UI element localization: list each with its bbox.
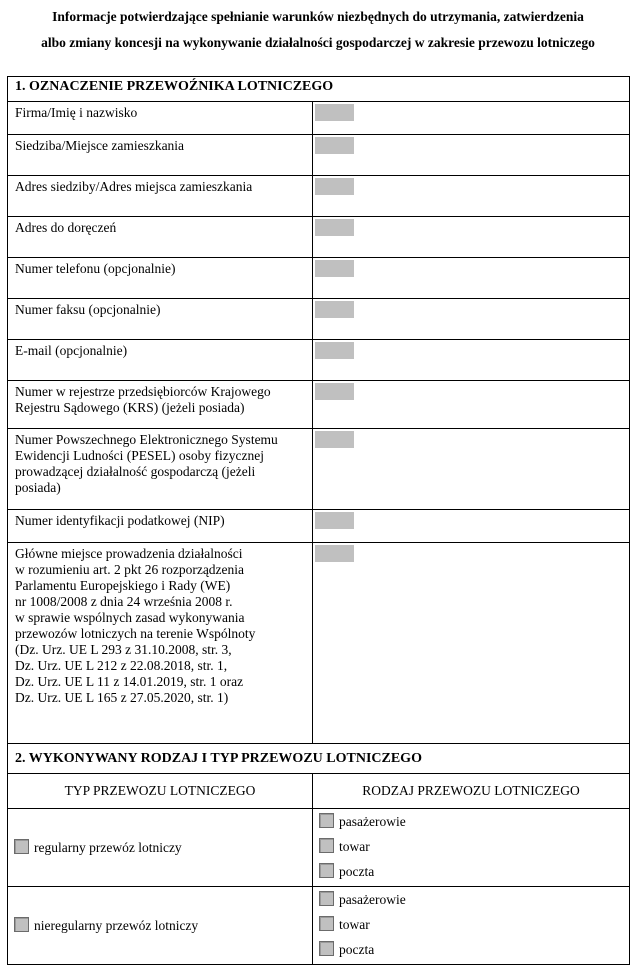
section-1-title: 1. OZNACZENIE PRZEWOŹNIKA LOTNICZEGO	[8, 77, 630, 102]
option-label: poczta	[339, 942, 375, 957]
form-row	[8, 135, 630, 176]
field-value-seat-address[interactable]	[313, 176, 630, 217]
field-value-company-name[interactable]	[313, 102, 630, 135]
passengers-checkbox[interactable]	[319, 891, 334, 906]
form-row	[8, 510, 630, 543]
column-header-kind: RODZAJ PRZEWOZU LOTNICZEGO	[313, 774, 630, 809]
field-value-krs[interactable]	[313, 381, 630, 429]
input-placeholder-box[interactable]	[315, 137, 354, 154]
form-row	[8, 176, 630, 217]
field-label-line: Dz. Urz. UE L 11 z 14.01.2019, str. 1 oraz	[15, 674, 244, 689]
form-row	[8, 340, 630, 381]
column-header-type: TYP PRZEWOZU LOTNICZEGO	[8, 774, 313, 809]
transport-type-cell	[8, 887, 313, 965]
option-passengers	[313, 809, 629, 834]
form-title-line-1: Informacje potwierdzające spełnianie warunków niezbędnych do utrzymania, zatwierdzenia	[52, 9, 584, 24]
nonregular-transport-checkbox[interactable]	[14, 917, 29, 932]
field-value-email[interactable]	[313, 340, 630, 381]
field-label-line: Numer w rejestrze przedsiębiorców Krajowego	[15, 384, 271, 399]
field-value-pesel[interactable]	[313, 429, 630, 510]
field-value-main-place[interactable]	[313, 543, 630, 744]
field-label-seat-address: Adres siedziby/Adres miejsca zamieszkania	[8, 176, 313, 217]
transport-type-row	[8, 887, 630, 965]
transport-kind-cell	[313, 887, 630, 965]
field-value-fax[interactable]	[313, 299, 630, 340]
form-row	[8, 381, 630, 429]
field-label-fax: Numer faksu (opcjonalnie)	[8, 299, 313, 340]
input-placeholder-box[interactable]	[315, 301, 354, 318]
field-label-line: nr 1008/2008 z dnia 24 września 2008 r.	[15, 594, 233, 609]
option-cargo	[313, 912, 629, 937]
section-1-header-row	[8, 77, 630, 102]
mail-checkbox[interactable]	[319, 863, 334, 878]
cargo-checkbox[interactable]	[319, 916, 334, 931]
option-cargo	[313, 834, 629, 859]
field-label-line: Ewidencji Ludności (PESEL) osoby fizycznej	[15, 448, 264, 463]
field-value-phone[interactable]	[313, 258, 630, 299]
field-label-line: w rozumieniu art. 2 pkt 26 rozporządzenia	[15, 562, 245, 577]
form-row	[8, 299, 630, 340]
field-value-delivery-address[interactable]	[313, 217, 630, 258]
input-placeholder-box[interactable]	[315, 342, 354, 359]
field-label-nip: Numer identyfikacji podatkowej (NIP)	[8, 510, 313, 543]
option-passengers	[313, 887, 629, 912]
input-placeholder-box[interactable]	[315, 431, 354, 448]
field-label-main-place	[8, 543, 313, 744]
field-label-krs	[8, 381, 313, 429]
field-label-line: w sprawie wspólnych zasad wykonywania	[15, 610, 245, 625]
nonregular-transport-label: nieregularny przewóz lotniczy	[34, 918, 199, 933]
section-2-header-row	[8, 744, 630, 774]
transport-type-cell	[8, 809, 313, 887]
field-label-line: (Dz. Urz. UE L 293 z 31.10.2008, str. 3,	[15, 642, 232, 657]
regular-transport-label: regularny przewóz lotniczy	[34, 840, 182, 855]
section-2-title: 2. WYKONYWANY RODZAJ I TYP PRZEWOZU LOTNICZEGO	[8, 744, 630, 774]
field-label-line: Numer Powszechnego Elektronicznego Systemu	[15, 432, 278, 447]
transport-kind-cell	[313, 809, 630, 887]
carrier-info-form	[7, 76, 630, 965]
input-placeholder-box[interactable]	[315, 383, 354, 400]
passengers-checkbox[interactable]	[319, 813, 334, 828]
option-mail	[313, 859, 629, 884]
input-placeholder-box[interactable]	[315, 512, 354, 529]
field-label-company-name: Firma/Imię i nazwisko	[8, 102, 313, 135]
option-mail	[313, 937, 629, 962]
field-label-line: posiada)	[15, 480, 61, 495]
field-value-seat[interactable]	[313, 135, 630, 176]
form-row	[8, 429, 630, 510]
field-value-nip[interactable]	[313, 510, 630, 543]
option-label: towar	[339, 839, 370, 854]
form-row	[8, 102, 630, 135]
field-label-line: Główne miejsce prowadzenia działalności	[15, 546, 243, 561]
field-label-phone: Numer telefonu (opcjonalnie)	[8, 258, 313, 299]
field-label-pesel	[8, 429, 313, 510]
field-label-line: przewozów lotniczych na terenie Wspólnoty	[15, 626, 256, 641]
form-row	[8, 258, 630, 299]
transport-type-row	[8, 809, 630, 887]
option-label: poczta	[339, 864, 375, 879]
mail-checkbox[interactable]	[319, 941, 334, 956]
option-label: pasażerowie	[339, 892, 406, 907]
section-2-column-headers	[8, 774, 630, 809]
field-label-line: Parlamentu Europejskiego i Rady (WE)	[15, 578, 231, 593]
input-placeholder-box[interactable]	[315, 260, 354, 277]
field-label-email: E-mail (opcjonalnie)	[8, 340, 313, 381]
field-label-line: Dz. Urz. UE L 212 z 22.08.2018, str. 1,	[15, 658, 228, 673]
cargo-checkbox[interactable]	[319, 838, 334, 853]
input-placeholder-box[interactable]	[315, 104, 354, 121]
field-label-seat: Siedziba/Miejsce zamieszkania	[8, 135, 313, 176]
field-label-line: Rejestru Sądowego (KRS) (jeżeli posiada)	[15, 400, 245, 415]
regular-transport-checkbox[interactable]	[14, 839, 29, 854]
input-placeholder-box[interactable]	[315, 178, 354, 195]
field-label-delivery-address: Adres do doręczeń	[8, 217, 313, 258]
form-row	[8, 217, 630, 258]
input-placeholder-box[interactable]	[315, 545, 354, 562]
option-label: pasażerowie	[339, 814, 406, 829]
form-row	[8, 543, 630, 744]
field-label-line: prowadzącej działalność gospodarczą (jeżeli	[15, 464, 256, 479]
option-label: towar	[339, 917, 370, 932]
field-label-line: Dz. Urz. UE L 165 z 27.05.2020, str. 1)	[15, 690, 229, 705]
input-placeholder-box[interactable]	[315, 219, 354, 236]
form-title-line-2: albo zmiany koncesji na wykonywanie działalności gospodarczej w zakresie przewozu lotniczego	[41, 35, 595, 50]
